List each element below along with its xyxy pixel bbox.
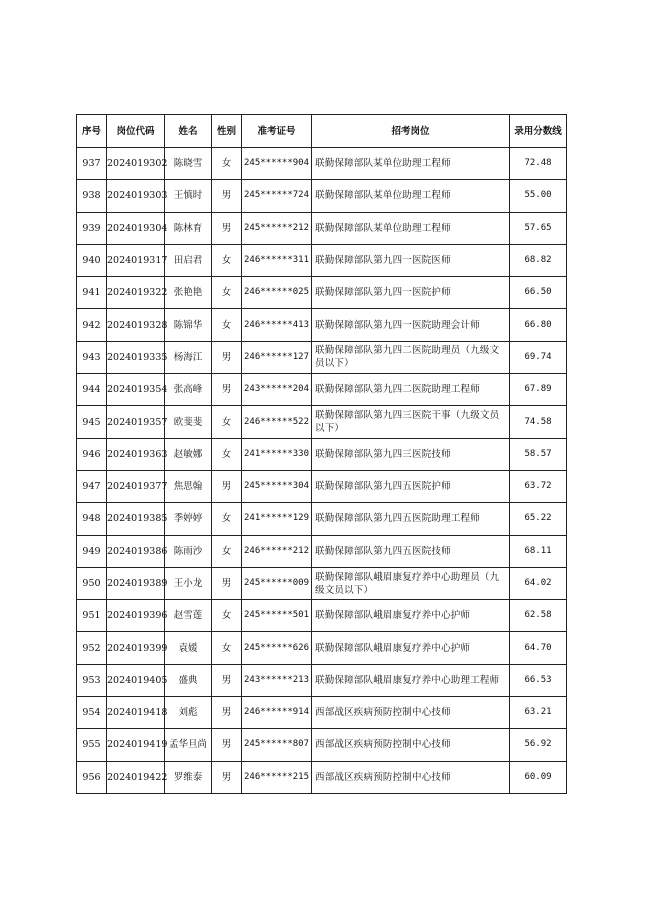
- cell-exam-id: 246******522: [242, 406, 312, 438]
- cell-gender: 女: [212, 600, 242, 632]
- cell-name: 孟华旦尚: [165, 729, 212, 761]
- cell-score: 64.02: [510, 567, 567, 599]
- cell-gender: 男: [212, 180, 242, 212]
- table-row: [77, 309, 567, 341]
- cell-index: 938: [77, 180, 107, 212]
- cell-index: 947: [77, 470, 107, 502]
- table-row: [77, 664, 567, 696]
- cell-exam-id: 245******212: [242, 212, 312, 244]
- cell-gender: 男: [212, 341, 242, 373]
- cell-gender: 女: [212, 309, 242, 341]
- cell-exam-id: 245******724: [242, 180, 312, 212]
- cell-post-code: 2024019317: [107, 244, 165, 276]
- cell-name: 罗维泰: [165, 761, 212, 793]
- cell-position: 联勤保障部队第九四二医院助理工程师: [312, 374, 510, 406]
- cell-position: 联勤保障部队第九四五医院技师: [312, 535, 510, 567]
- cell-exam-id: 245******304: [242, 470, 312, 502]
- header-position: 招考岗位: [312, 115, 510, 148]
- cell-post-code: 2024019335: [107, 341, 165, 373]
- cell-post-code: 2024019386: [107, 535, 165, 567]
- cell-position: 西部战区疾病预防控制中心技师: [312, 729, 510, 761]
- cell-name: 陈锦华: [165, 309, 212, 341]
- cell-post-code: 2024019422: [107, 761, 165, 793]
- cell-gender: 男: [212, 567, 242, 599]
- cell-index: 950: [77, 567, 107, 599]
- cell-exam-id: 246******025: [242, 277, 312, 309]
- cell-index: 955: [77, 729, 107, 761]
- cell-exam-id: 245******626: [242, 632, 312, 664]
- cell-position: 联勤保障部队峨眉康复疗养中心护师: [312, 600, 510, 632]
- cell-post-code: 2024019354: [107, 374, 165, 406]
- table-row: [77, 535, 567, 567]
- cell-name: 陈晓雪: [165, 148, 212, 180]
- cell-exam-id: 246******127: [242, 341, 312, 373]
- cell-score: 63.21: [510, 697, 567, 729]
- table-row: [77, 761, 567, 793]
- header-index: 序号: [77, 115, 107, 148]
- header-exam-id: 准考证号: [242, 115, 312, 148]
- table-row: [77, 632, 567, 664]
- cell-post-code: 2024019322: [107, 277, 165, 309]
- cell-post-code: 2024019399: [107, 632, 165, 664]
- cell-gender: 男: [212, 374, 242, 406]
- cell-gender: 男: [212, 470, 242, 502]
- cell-index: 953: [77, 664, 107, 696]
- cell-index: 951: [77, 600, 107, 632]
- cell-index: 941: [77, 277, 107, 309]
- table-row: [77, 470, 567, 502]
- cell-post-code: 2024019377: [107, 470, 165, 502]
- cell-name: 陈林育: [165, 212, 212, 244]
- cell-position: 联勤保障部队峨眉康复疗养中心护师: [312, 632, 510, 664]
- cell-index: 946: [77, 438, 107, 470]
- table-row: [77, 148, 567, 180]
- score-table: [76, 114, 567, 794]
- cell-index: 937: [77, 148, 107, 180]
- cell-index: 949: [77, 535, 107, 567]
- cell-exam-id: 245******501: [242, 600, 312, 632]
- cell-gender: 女: [212, 277, 242, 309]
- cell-post-code: 2024019419: [107, 729, 165, 761]
- cell-post-code: 2024019357: [107, 406, 165, 438]
- header-gender: 性别: [212, 115, 242, 148]
- cell-index: 948: [77, 503, 107, 535]
- cell-score: 74.58: [510, 406, 567, 438]
- cell-exam-id: 246******413: [242, 309, 312, 341]
- cell-position: 西部战区疾病预防控制中心技师: [312, 761, 510, 793]
- cell-position: 联勤保障部队第九四一医院护师: [312, 277, 510, 309]
- cell-score: 69.74: [510, 341, 567, 373]
- cell-post-code: 2024019302: [107, 148, 165, 180]
- cell-post-code: 2024019328: [107, 309, 165, 341]
- header-score: 录用分数线: [510, 115, 567, 148]
- cell-score: 67.89: [510, 374, 567, 406]
- cell-index: 943: [77, 341, 107, 373]
- cell-name: 欧斐斐: [165, 406, 212, 438]
- cell-post-code: 2024019363: [107, 438, 165, 470]
- cell-position: 西部战区疾病预防控制中心技师: [312, 697, 510, 729]
- cell-gender: 女: [212, 148, 242, 180]
- cell-post-code: 2024019418: [107, 697, 165, 729]
- cell-position: 联勤保障部队第九四一医院医师: [312, 244, 510, 276]
- cell-exam-id: 245******807: [242, 729, 312, 761]
- header-name: 姓名: [165, 115, 212, 148]
- cell-exam-id: 243******213: [242, 664, 312, 696]
- cell-exam-id: 245******904: [242, 148, 312, 180]
- cell-position: 联勤保障部队第九四三医院技师: [312, 438, 510, 470]
- cell-position: 联勤保障部队第九四三医院干事（九级文员以下）: [312, 406, 510, 438]
- cell-score: 63.72: [510, 470, 567, 502]
- table-row: [77, 697, 567, 729]
- cell-score: 58.57: [510, 438, 567, 470]
- cell-gender: 女: [212, 632, 242, 664]
- score-table-container: [76, 114, 566, 794]
- cell-name: 袁媛: [165, 632, 212, 664]
- cell-exam-id: 243******204: [242, 374, 312, 406]
- cell-gender: 女: [212, 406, 242, 438]
- cell-score: 66.50: [510, 277, 567, 309]
- cell-name: 王小龙: [165, 567, 212, 599]
- cell-position: 联勤保障部队峨眉康复疗养中心助理员（九级文员以下）: [312, 567, 510, 599]
- cell-gender: 男: [212, 697, 242, 729]
- cell-name: 张艳艳: [165, 277, 212, 309]
- cell-exam-id: 246******914: [242, 697, 312, 729]
- cell-score: 72.48: [510, 148, 567, 180]
- header-post-code: 岗位代码: [107, 115, 165, 148]
- cell-gender: 男: [212, 761, 242, 793]
- cell-post-code: 2024019389: [107, 567, 165, 599]
- cell-name: 赵敏娜: [165, 438, 212, 470]
- cell-name: 陈雨沙: [165, 535, 212, 567]
- cell-exam-id: 245******009: [242, 567, 312, 599]
- cell-name: 刘彪: [165, 697, 212, 729]
- cell-exam-id: 246******311: [242, 244, 312, 276]
- cell-name: 张高峰: [165, 374, 212, 406]
- cell-gender: 男: [212, 212, 242, 244]
- cell-gender: 女: [212, 535, 242, 567]
- cell-gender: 女: [212, 503, 242, 535]
- cell-score: 60.09: [510, 761, 567, 793]
- cell-name: 季婷婷: [165, 503, 212, 535]
- cell-score: 62.58: [510, 600, 567, 632]
- cell-score: 56.92: [510, 729, 567, 761]
- table-row: [77, 374, 567, 406]
- cell-post-code: 2024019396: [107, 600, 165, 632]
- cell-position: 联勤保障部队某单位助理工程师: [312, 180, 510, 212]
- cell-name: 赵雪莲: [165, 600, 212, 632]
- table-row: [77, 244, 567, 276]
- cell-index: 942: [77, 309, 107, 341]
- cell-score: 55.00: [510, 180, 567, 212]
- cell-name: 田启君: [165, 244, 212, 276]
- cell-gender: 女: [212, 438, 242, 470]
- cell-position: 联勤保障部队峨眉康复疗养中心助理工程师: [312, 664, 510, 696]
- cell-index: 945: [77, 406, 107, 438]
- cell-exam-id: 246******215: [242, 761, 312, 793]
- table-row: [77, 567, 567, 599]
- table-row: [77, 438, 567, 470]
- cell-score: 68.11: [510, 535, 567, 567]
- cell-position: 联勤保障部队第九四五医院护师: [312, 470, 510, 502]
- cell-index: 944: [77, 374, 107, 406]
- cell-score: 66.80: [510, 309, 567, 341]
- cell-index: 954: [77, 697, 107, 729]
- cell-post-code: 2024019303: [107, 180, 165, 212]
- cell-position: 联勤保障部队某单位助理工程师: [312, 148, 510, 180]
- cell-post-code: 2024019304: [107, 212, 165, 244]
- cell-score: 68.82: [510, 244, 567, 276]
- cell-position: 联勤保障部队某单位助理工程师: [312, 212, 510, 244]
- cell-score: 57.65: [510, 212, 567, 244]
- cell-gender: 男: [212, 729, 242, 761]
- cell-name: 杨海江: [165, 341, 212, 373]
- table-row: [77, 277, 567, 309]
- cell-index: 939: [77, 212, 107, 244]
- cell-name: 王慎时: [165, 180, 212, 212]
- cell-gender: 男: [212, 664, 242, 696]
- cell-name: 焦思翰: [165, 470, 212, 502]
- header-row: [77, 115, 567, 148]
- cell-index: 952: [77, 632, 107, 664]
- cell-exam-id: 241******129: [242, 503, 312, 535]
- table-row: [77, 180, 567, 212]
- cell-score: 66.53: [510, 664, 567, 696]
- cell-exam-id: 246******212: [242, 535, 312, 567]
- table-row: [77, 212, 567, 244]
- table-row: [77, 503, 567, 535]
- cell-post-code: 2024019405: [107, 664, 165, 696]
- cell-score: 64.70: [510, 632, 567, 664]
- table-row: [77, 729, 567, 761]
- cell-position: 联勤保障部队第九四五医院助理工程师: [312, 503, 510, 535]
- cell-index: 940: [77, 244, 107, 276]
- cell-index: 956: [77, 761, 107, 793]
- cell-name: 盛典: [165, 664, 212, 696]
- cell-position: 联勤保障部队第九四一医院助理会计师: [312, 309, 510, 341]
- table-row: [77, 341, 567, 373]
- table-row: [77, 406, 567, 438]
- cell-gender: 女: [212, 244, 242, 276]
- cell-post-code: 2024019385: [107, 503, 165, 535]
- cell-position: 联勤保障部队第九四二医院助理员（九级文员以下）: [312, 341, 510, 373]
- cell-score: 65.22: [510, 503, 567, 535]
- cell-exam-id: 241******330: [242, 438, 312, 470]
- table-row: [77, 600, 567, 632]
